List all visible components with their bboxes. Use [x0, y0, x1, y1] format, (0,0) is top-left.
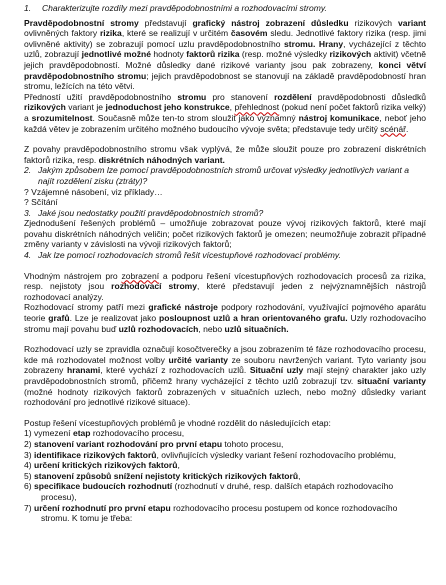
question-3	[24, 208, 426, 219]
step-item	[24, 460, 426, 471]
step-text: 5) stanovení způsobů snížení nejistoty kritických rizikových faktorů,	[24, 470, 301, 481]
paragraph-decision-trees: Vhodným nástrojem pro zobrazení a podporu řešení vícestupňových rozhodovacích procesů za rizika, resp. nejistoty jsou rozhodovací stromy, které představují jeden z nejvýznamnějších nástrojů rozhodovací analýzy.	[24, 270, 426, 302]
step-item	[24, 428, 426, 439]
step-item	[24, 439, 426, 450]
answer-line-2: ? Sčítání	[24, 197, 58, 208]
spacer	[24, 134, 426, 144]
question-number: 4.	[24, 250, 32, 261]
step-text-continuation: procesu),	[41, 491, 77, 502]
spacer	[24, 408, 426, 418]
steps-intro: Postup řešení vícestupňových problémů je vhodné rozdělit do následujících etap:	[24, 417, 331, 428]
spacer	[24, 261, 426, 271]
question-text-continuation: najít rozdělení zisku (ztráty)?	[38, 175, 148, 186]
steps-list	[24, 428, 426, 523]
question-1-heading	[24, 3, 426, 14]
question-2	[24, 165, 426, 186]
paragraph-discrete: Z povahy pravděpodobnostního stromu však vyplývá, že může sloužit pouze pro zobrazení diskrétních faktorů rizika, resp. diskrétních náhodných variant.	[24, 144, 426, 165]
question-text: Jaké jsou nedostatky použití pravděpodobnostních stromů?	[38, 207, 264, 218]
step-text: 4) určení kritických rizikových faktorů,	[24, 460, 180, 471]
step-text-continuation: stromu. K tomu je třeba:	[41, 513, 133, 524]
question-number: 3.	[24, 207, 32, 218]
question-text: Jak lze pomocí rozhodovacích stromů řešit vícestupňové rozhodovací problémy.	[38, 250, 341, 261]
step-item	[24, 481, 426, 502]
question-text: Jakým způsobem lze pomocí pravděpodobnostních stromů určovat výsledky jednotlivých variant a	[38, 165, 410, 176]
question-text: Charakterizujte rozdíly mezi pravděpodobnostními a rozhodovacími stromy.	[42, 3, 327, 13]
answer-line-1: ? Vzájemné násobení, viz příklady…	[24, 186, 163, 197]
step-item	[24, 450, 426, 461]
step-text: 3) identifikace rizikových faktorů, ovlivňujících výsledky variant řešení rozhodovacího problému,	[24, 449, 396, 460]
paragraph-shortcomings: Zjednodušení řešených problémů – umožňuje zobrazovat pouze vývoj rizikových faktorů, které mají povahu diskrétních náhodných veličin; počet rizikových faktorů je omezen; neumožňuje zobrazit případné změny varianty v závislosti na vývoji rizikových faktorů;	[24, 218, 426, 250]
step-text: 7) určení rozhodnutí pro první etapu rozhodovacího procesu postupem od konce rozhodovacího	[24, 502, 398, 513]
step-item	[24, 471, 426, 482]
paragraph-nodes: Rozhodovací uzly se zpravidla označují kosočtverečky a jsou zobrazením té fáze rozhodovacího procesu, kde má rozhodovatel možnost volby určité varianty ze souboru navržených variant. Tyto varianty jsou zobrazeny hranami, které vychází z rozhodovacích uzlů. Situační uzly mají stejný charakter jako uzly pravděpodobnostních stromů, přičemž hrany vycházející z těchto uzlů zobrazují tzv. situační varianty (možné hodnoty rizikových faktorů zobrazených v situačních uzlech, nebo možný důsledky variant rozhodování pro jednotlivé rizikové situace).	[24, 344, 427, 408]
step-text: 1) vymezení etap rozhodovacího procesu,	[24, 428, 185, 439]
spacer	[24, 334, 426, 344]
step-text: 2) stanovení variant rozhodování pro první etapu tohoto procesu,	[24, 438, 284, 449]
step-text: 6) specifikace budoucích rozhodnutí (rozhodnutí v druhé, resp. dalších etapách rozhodovacího	[24, 481, 394, 492]
paragraph-advantages: Předností užití pravděpodobnostního stromu pro stanovení rozdělení pravděpodobnosti důsledků rizikových variant je jednoduchost jeho konstrukce, přehlednost (pokud není počet faktorů rizika velký) a srozumitelnost. Současně může ten-to strom sloužit jako významný nástroj komunikace, neboť jeho každá větev je zobrazením určitého možného budoucího vývoje světa; představuje tedy určitý scénář.	[24, 91, 426, 134]
question-number: 2.	[24, 165, 32, 176]
paragraph-probability-trees: Pravděpodobnostní stromy představují grafický nástroj zobrazení důsledku rizikových variant ovlivněných faktory rizika, které se realizují v určitém časovém sledu. Jednotlivé faktory rizika (resp. jimi ovlivněné aktivity) se zobrazují pomocí uzlu pravděpodobnostního stromu. Hrany, vycházející z těchto uzlů, zobrazují jednotlivé možné hodnoty faktorů rizika (resp. možné výsledky rizikových aktivit) včetně jejich pravděpodobností. Možné důsledky dané rizikové varianty jsou pak zobrazeny, konci větví pravděpodobnostního stromu; jejich pravděpodobnost se stanovují na základě pravděpodobností hran stromu, ležících na této větvi.	[24, 17, 427, 92]
step-item	[24, 503, 426, 524]
paragraph-graph-tools: Rozhodovací stromy patří mezi grafické nástroje podpory rozhodování, využívající pojmového aparátu teorie grafů. Lze je realizovat jako posloupnost uzlů a hran orientovaného grafu. Uzly rozhodovacího stromu mají povahu buď uzlů rozhodovacích, nebo uzlů situačních.	[24, 302, 426, 334]
question-4	[24, 250, 426, 261]
question-number: 1.	[24, 3, 32, 13]
